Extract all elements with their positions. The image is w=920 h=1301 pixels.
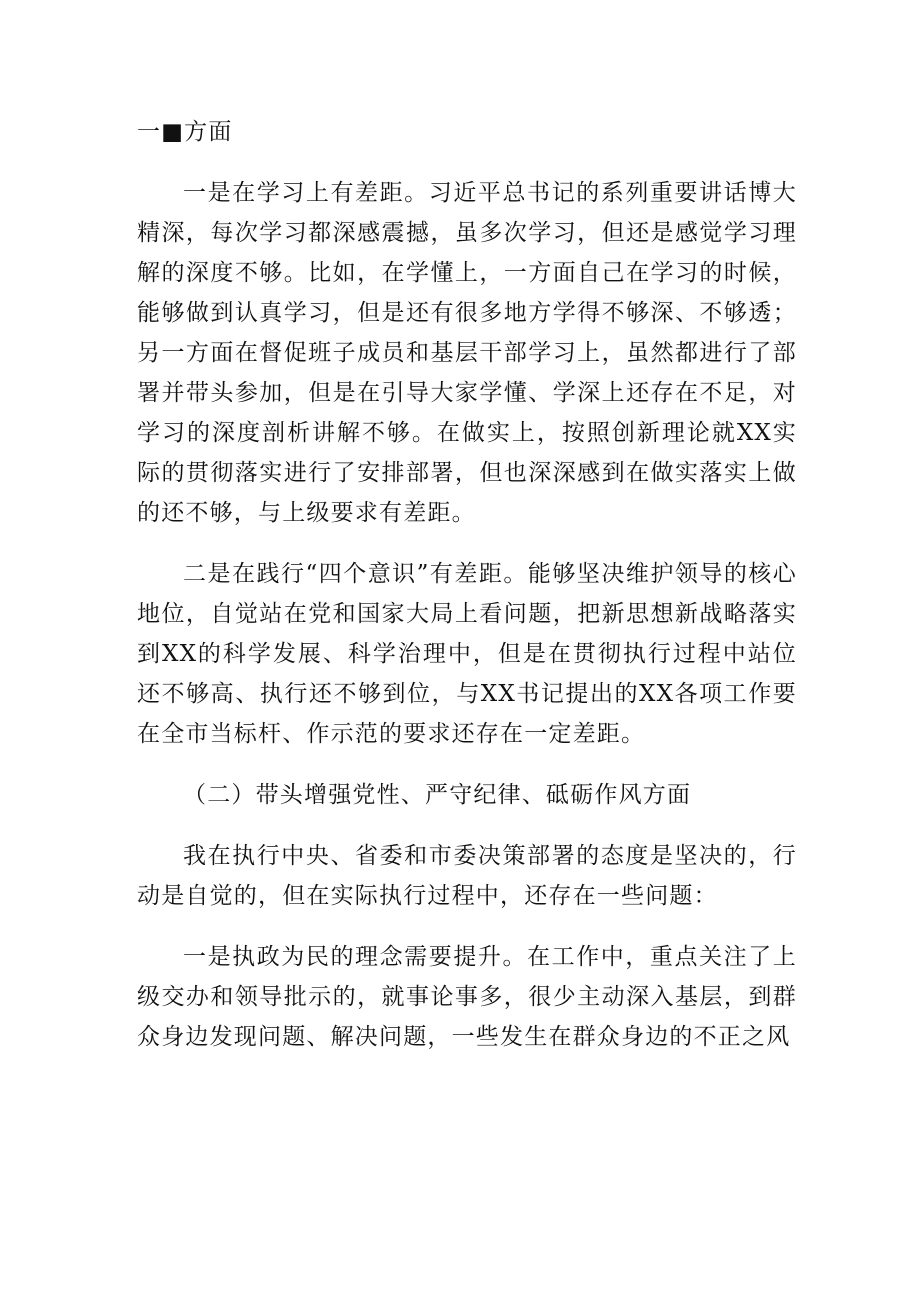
paragraph-four-consciousness-gap: 二是在践行“四个意识”有差距。能够坚决维护领导的核心地位，自觉站在党和国家大局上看问题，把新思想新战略落实到XX的科学发展、科学治理中，但是在贯彻执行过程中站位还不够高、执行还不够到位，与XX书记提出的XX各项工作要在全市当标杆、作示范的要求还存在一定差距。 bbox=[137, 561, 797, 747]
paragraph-execution-intro: 我在执行中央、省委和市委决策部署的态度是坚决的，行动是自觉的，但在实际执行过程中，还存在一些问题： bbox=[137, 843, 797, 909]
section-subheading: （二）带头增强党性、严守纪律、砥砺作风方面 bbox=[183, 782, 692, 808]
paragraph-governance-concept: 一是执政为民的理念需要提升。在工作中，重点关注了上级交办和领导批示的，就事论事多，很少主动深入基层，到群众身边发现问题、解决问题，一些发生在群众身边的不正之风 bbox=[137, 944, 797, 1050]
paragraph-study-gap: 一是在学习上有差距。习近平总书记的系列重要讲话博大精深，每次学习都深感震撼，虽多次学习，但还是感觉学习理解的深度不够。比如，在学懂上，一方面自己在学习的时候，能够做到认真学习，但是还有很多地方学得不够深、不够透；另一方面在督促班子成员和基层干部学习上，虽然都进行了部署并带头参加，但是在引导大家学懂、学深上还存在不足，对学习的深度剖析讲解不够。在做实上，按照创新理论就XX实际的贯彻落实进行了安排部署，但也深深感到在做实落实上做的还不够，与上级要求有差距。 bbox=[137, 180, 797, 526]
section-heading: 一■方面 bbox=[137, 119, 233, 145]
document-body bbox=[137, 112, 797, 1078]
